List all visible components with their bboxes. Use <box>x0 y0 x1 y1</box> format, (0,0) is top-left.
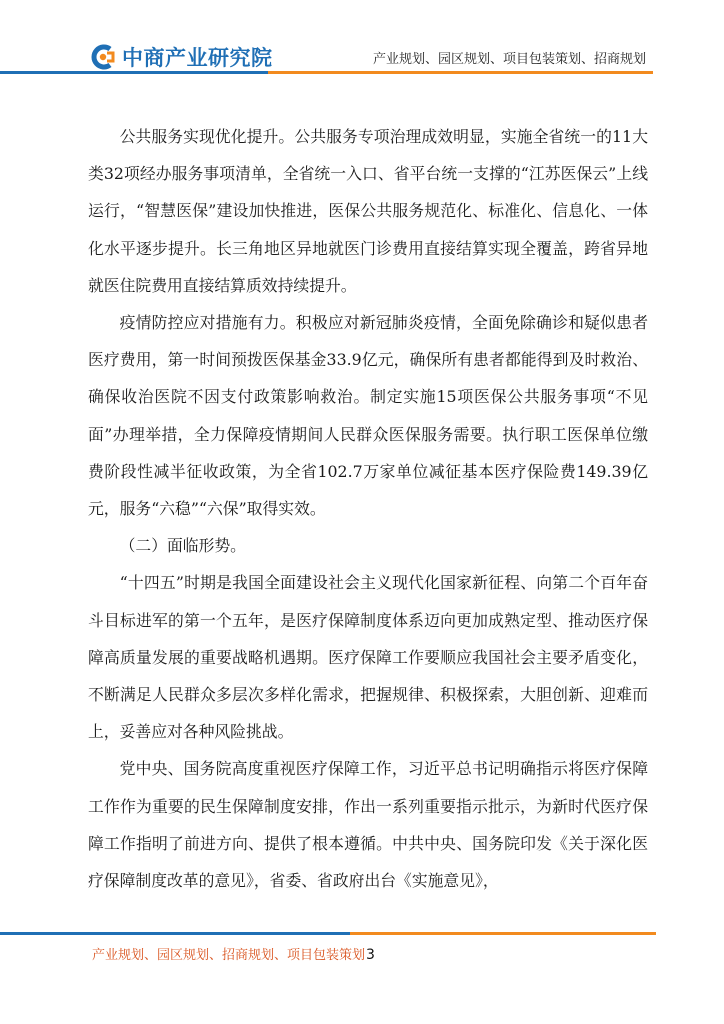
page-footer <box>92 944 375 963</box>
page-header <box>0 0 724 80</box>
paragraph-14th-five-year: “十四五”时期是我国全面建设社会主义现代化国家新征程、向第二个百年奋斗目标进军的第一个五年，是医疗保障制度体系迈向更加成熟定型、推动医疗保障高质量发展的重要战略机遇期。医疗保障工作要顺应我国社会主要矛盾变化，不断满足人民群众多层次多样化需求，把握规律、积极探索，大胆创新、迎难而上，妥善应对各种风险挑战。 <box>88 573 648 742</box>
header-divider-blue <box>0 71 268 74</box>
paragraph-public-service: 公共服务实现优化提升。公共服务专项治理成效明显，实施全省统一的11大类32项经办服务事项清单，全省统一入口、省平台统一支撑的“江苏医保云”上线运行，“智慧医保”建设加快推进，医保公共服务规范化、标准化、信息化、一体化水平逐步提升。长三角地区异地就医门诊费用直接结算实现全覆盖，跨省异地就医住院费用直接结算质效持续提升。 <box>88 127 648 295</box>
paragraph-epidemic-response: 疫情防控应对措施有力。积极应对新冠肺炎疫情，全面免除确诊和疑似患者医疗费用，第一时间预拨医保基金33.9亿元，确保所有患者都能得到及时救治、确保收治医院不因支付政策影响救治。制定实施15项医保公共服务事项“不见面”办理举措，全力保障疫情期间人民群众医保服务需要。执行职工医保单位缴费阶段性减半征收政策，为全省102.7万家单位减征基本医疗保险费149.39亿元，服务“六稳”“六保”取得实效。 <box>88 313 648 519</box>
header-divider-orange <box>268 71 653 74</box>
logo <box>90 42 273 72</box>
page-number: 3 <box>366 947 375 963</box>
footer-divider-orange <box>350 932 656 935</box>
logo-icon <box>90 44 116 70</box>
document-body <box>88 118 648 899</box>
header-tagline: 产业规划、园区规划、项目包装策划、招商规划 <box>372 52 646 67</box>
logo-text: 中商产业研究院 <box>122 46 273 70</box>
footer-divider-blue <box>0 932 350 935</box>
footer-tagline: 产业规划、园区规划、招商规划、项目包装策划 <box>92 948 366 963</box>
section-heading: （二）面临形势。 <box>119 536 246 556</box>
paragraph-central-government: 党中央、国务院高度重视医疗保障工作，习近平总书记明确指示将医疗保障工作作为重要的民生保障制度安排，作出一系列重要指示批示，为新时代医疗保障工作指明了前进方向、提供了根本遵循。中共中央、国务院印发《关于深化医疗保障制度改革的意见》，省委、省政府出台《实施意见》， <box>88 759 648 891</box>
